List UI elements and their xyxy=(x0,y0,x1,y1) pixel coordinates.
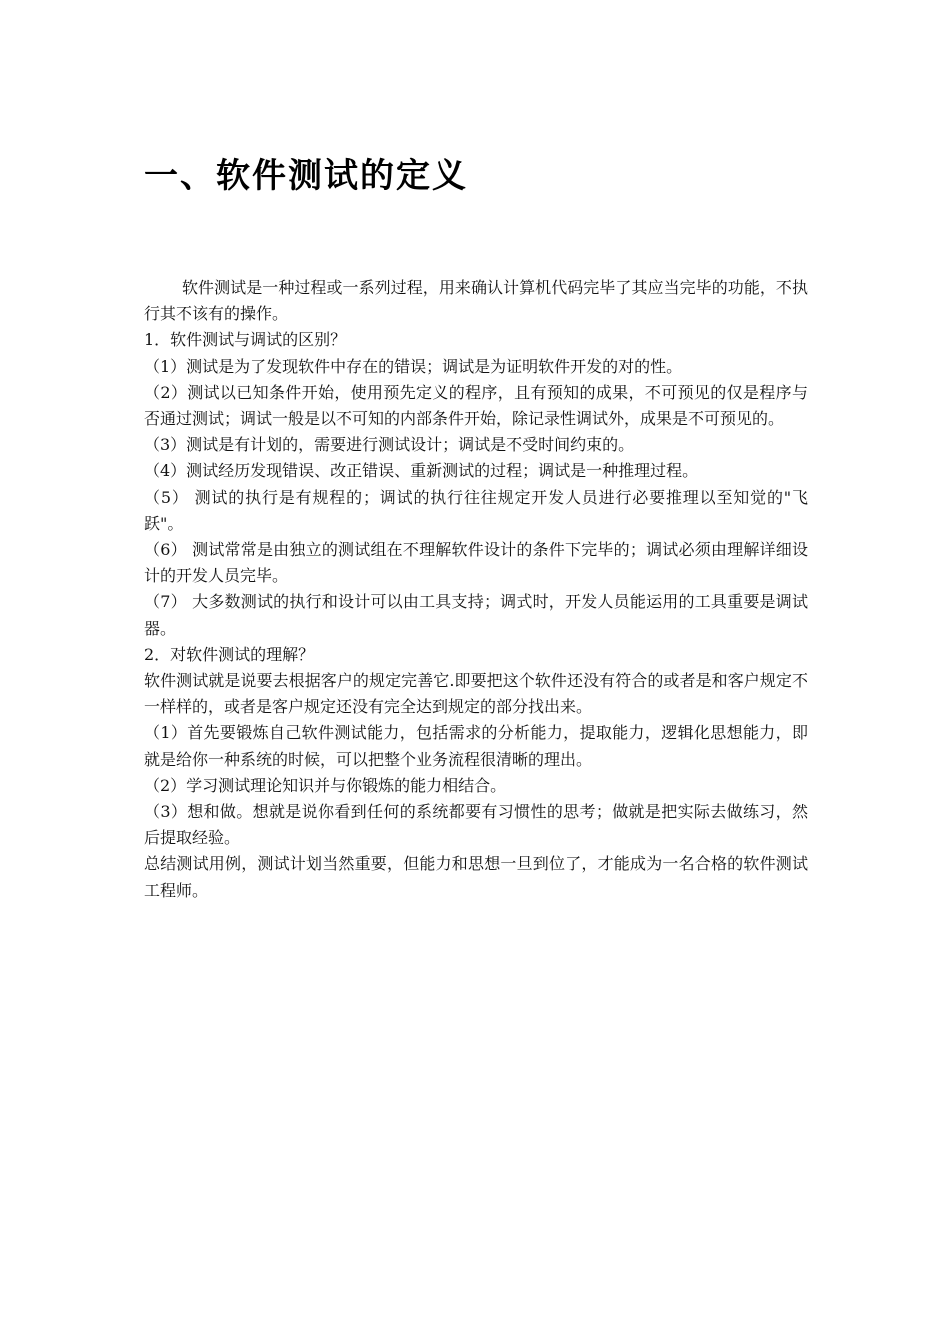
list-item: （7） 大多数测试的执行和设计可以由工具支持；调式时，开发人员能运用的工具重要是调试器。 xyxy=(144,592,808,638)
list-item: （3）测试是有计划的，需要进行测试设计；调试是不受时间约束的。 xyxy=(144,435,635,455)
document-body xyxy=(144,275,808,904)
list-item: （1）测试是为了发现软件中存在的错误；调试是为证明软件开发的对的性。 xyxy=(144,356,683,376)
list-item: （1）首先要锻炼自己软件测试能力，包括需求的分析能力，提取能力，逻辑化思想能力，即就是给你一种系统的时候，可以把整个业务流程很清晰的理出。 xyxy=(144,723,808,769)
list-item: （2）测试以已知条件开始，使用预先定义的程序，且有预知的成果，不可预见的仅是程序与否通过测试；调试一般是以不可知的内部条件开始，除记录性调试外，成果是不可预见的。 xyxy=(144,382,808,429)
body-paragraph: 软件测试就是说要去根据客户的规定完善它.即要把这个软件还没有符合的或者是和客户规定不一样样的，或者是客户规定还没有完全达到规定的部分找出来。 xyxy=(144,671,808,717)
summary-paragraph: 总结测试用例，测试计划当然重要，但能力和思想一旦到位了，才能成为一名合格的软件测试工程师。 xyxy=(144,854,808,900)
list-item: （6） 测试常常是由独立的测试组在不理解软件设计的条件下完毕的；调试必须由理解详细设计的开发人员完毕。 xyxy=(144,540,808,586)
section-heading-1: 1．软件测试与调试的区别？ xyxy=(144,330,347,350)
list-item: （5） 测试的执行是有规程的；调试的执行往往规定开发人员进行必要推理以至知觉的"飞跃"。 xyxy=(144,487,808,533)
intro-paragraph: 软件测试是一种过程或一系列过程，用来确认计算机代码完毕了其应当完毕的功能，不执行其不该有的操作。 xyxy=(144,278,808,324)
page-title: 一、软件测试的定义 xyxy=(144,156,468,196)
list-item: （3）想和做。想就是说你看到任何的系统都要有习惯性的思考；做就是把实际去做练习，然后提取经验。 xyxy=(144,802,808,848)
list-item: （4）测试经历发现错误、改正错误、重新测试的过程；调试是一种推理过程。 xyxy=(144,461,699,481)
list-item: （2）学习测试理论知识并与你锻炼的能力相结合。 xyxy=(144,775,507,795)
section-heading-2: 2．对软件测试的理解？ xyxy=(144,644,315,664)
